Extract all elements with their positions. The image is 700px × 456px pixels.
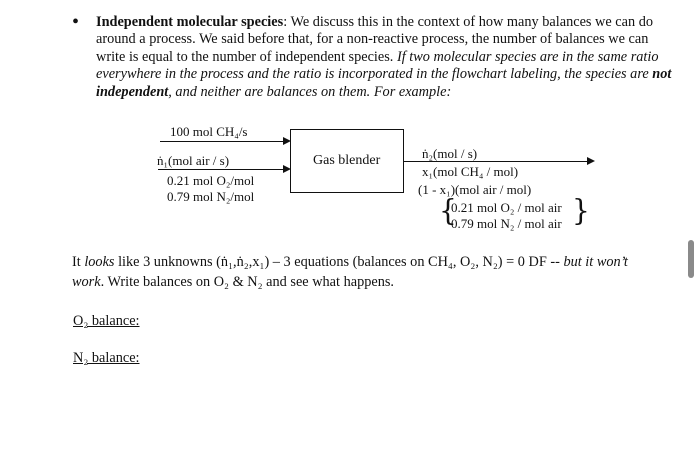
unknowns-looks: looks <box>84 254 115 270</box>
gas-blender-label: Gas blender <box>313 153 381 168</box>
unknowns-mid: like 3 unknowns (ṅ₁,ṅ₂,x₁) – 3 equations (balances on CH₄, O₂, N₂) = 0 DF -- <box>114 254 564 270</box>
out-flow-label: ṅ₂(mol / s) <box>422 146 478 161</box>
unknowns-lead: It <box>72 254 85 270</box>
scrollbar-thumb[interactable] <box>688 240 694 278</box>
intro-paragraph <box>96 14 676 101</box>
left-brace-icon: { <box>439 193 457 228</box>
product-line <box>404 161 588 162</box>
unknowns-end: . Write balances on O₂ & N₂ and see what happens. <box>100 274 395 290</box>
stream1-line <box>160 141 284 142</box>
out-x2-label: (1 - x₁)(mol air / mol) <box>418 182 532 197</box>
stream2-comp-n2: 0.79 mol N₂/mol <box>167 189 255 204</box>
out-x1-label: x₁(mol CH₄ / mol) <box>422 164 519 179</box>
stream2-label: ṅ₁(mol air / s) <box>157 153 230 168</box>
n2-balance-label: N₂ balance: <box>73 350 140 366</box>
intro-text: : We discuss this in the context of how many balances we can do around a process. We said before that, for a non-reactive process, the number of balances we can write is equal to the number of independent species. <box>96 14 654 65</box>
stream2-comp-o2: 0.21 mol O₂/mol <box>167 173 255 188</box>
intro-italic: If two molecular species are in the same ratio everywhere in the process and the ratio is incorporated in the flowchart labeling, the species are <box>96 48 659 83</box>
product-arrow-icon <box>587 157 595 165</box>
bullet-dot: • <box>72 11 80 33</box>
intro-italic-end: , and neither are balances on them. For example: <box>168 83 452 100</box>
intro-bold-italic: not independent <box>96 66 672 100</box>
air-comp-n2: 0.79 mol N₂ / mol air <box>451 216 562 231</box>
right-brace-icon: } <box>572 193 590 228</box>
stream1-label: 100 mol CH₄/s <box>170 124 248 139</box>
unknowns-italic-end: but it won’t work <box>72 254 628 290</box>
stream2-line <box>158 169 284 170</box>
unknowns-paragraph <box>72 252 662 292</box>
air-comp-o2: 0.21 mol O₂ / mol air <box>451 200 562 215</box>
intro-heading: Independent molecular species <box>96 14 284 30</box>
o2-balance-label: O₂ balance: <box>73 313 140 329</box>
